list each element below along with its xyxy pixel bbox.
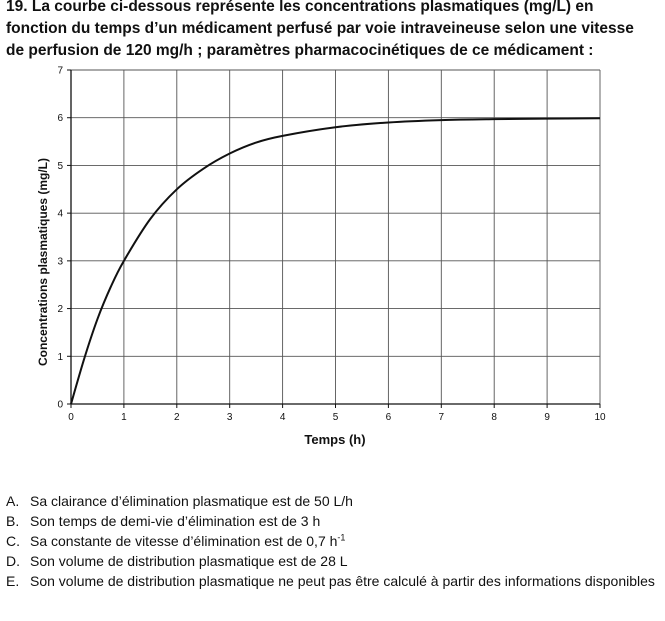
y-tick-label: 7	[57, 65, 63, 77]
option-letter: B.	[6, 513, 20, 529]
answer-option	[6, 531, 656, 551]
y-tick-label: 6	[57, 113, 63, 125]
question-text-block	[6, 0, 656, 62]
option-text	[30, 571, 656, 591]
y-axis-label: Concentrations plasmatiques (mg/L)	[36, 157, 50, 367]
x-tick-label: 9	[544, 412, 550, 423]
option-letter: A.	[6, 493, 20, 509]
x-tick-label: 3	[226, 412, 233, 423]
x-tick-label: 1	[121, 412, 127, 423]
answer-option	[6, 571, 656, 591]
option-text	[30, 531, 656, 551]
option-text	[30, 551, 656, 571]
option-letter: C.	[6, 533, 20, 549]
x-tick-label: 4	[279, 412, 286, 423]
answer-option	[6, 551, 656, 571]
x-tick-label: 0	[68, 412, 74, 423]
y-tick-label: 2	[57, 304, 63, 316]
y-tick-label: 4	[57, 208, 63, 220]
x-tick-label: 8	[491, 412, 497, 423]
x-tick-label: 10	[594, 412, 606, 423]
x-axis-label: Temps (h)	[304, 432, 366, 447]
option-text	[30, 491, 656, 511]
option-text	[30, 511, 656, 531]
option-letter: D.	[6, 553, 20, 569]
x-tick-label: 6	[385, 412, 392, 423]
y-tick-label: 0	[57, 399, 63, 411]
x-tick-label: 5	[332, 412, 339, 423]
y-tick-label: 1	[57, 351, 63, 363]
answer-options	[6, 491, 656, 591]
x-tick-label: 7	[438, 412, 445, 423]
option-text-main: Sa constante de vitesse d’élimination est de 0,7 h	[30, 533, 338, 549]
question-number: 19.	[6, 0, 28, 15]
option-letter: E.	[6, 573, 20, 589]
y-tick-label: 5	[57, 160, 63, 172]
option-superscript: -1	[337, 532, 346, 543]
option-text-main: Son volume de distribution plasmatique ne peut pas être calculé à partir des informations disponibles	[30, 573, 655, 589]
option-text-main: Son temps de demi-vie d’élimination est de 3 h	[30, 513, 321, 529]
option-text-main: Son volume de distribution plasmatique est de 28 L	[30, 553, 348, 569]
answer-option	[6, 491, 656, 511]
answer-option	[6, 511, 656, 531]
grid	[71, 70, 600, 404]
y-tick-label: 3	[57, 256, 63, 268]
chart-container	[0, 60, 665, 455]
question-text: La courbe ci-dessous représente les concentrations plasmatiques (mg/L) en fonction du temps d’un médicament perfusé par voie intraveineuse selon une vitesse de perfusion de 120 mg/h ; paramètres pharmacocinétiques de ce médicament :	[6, 0, 634, 59]
option-text-main: Sa clairance d’élimination plasmatique est de 50 L/h	[30, 493, 353, 509]
concentration-time-chart	[0, 60, 665, 455]
x-tick-label: 2	[174, 412, 180, 423]
axes	[67, 70, 600, 408]
